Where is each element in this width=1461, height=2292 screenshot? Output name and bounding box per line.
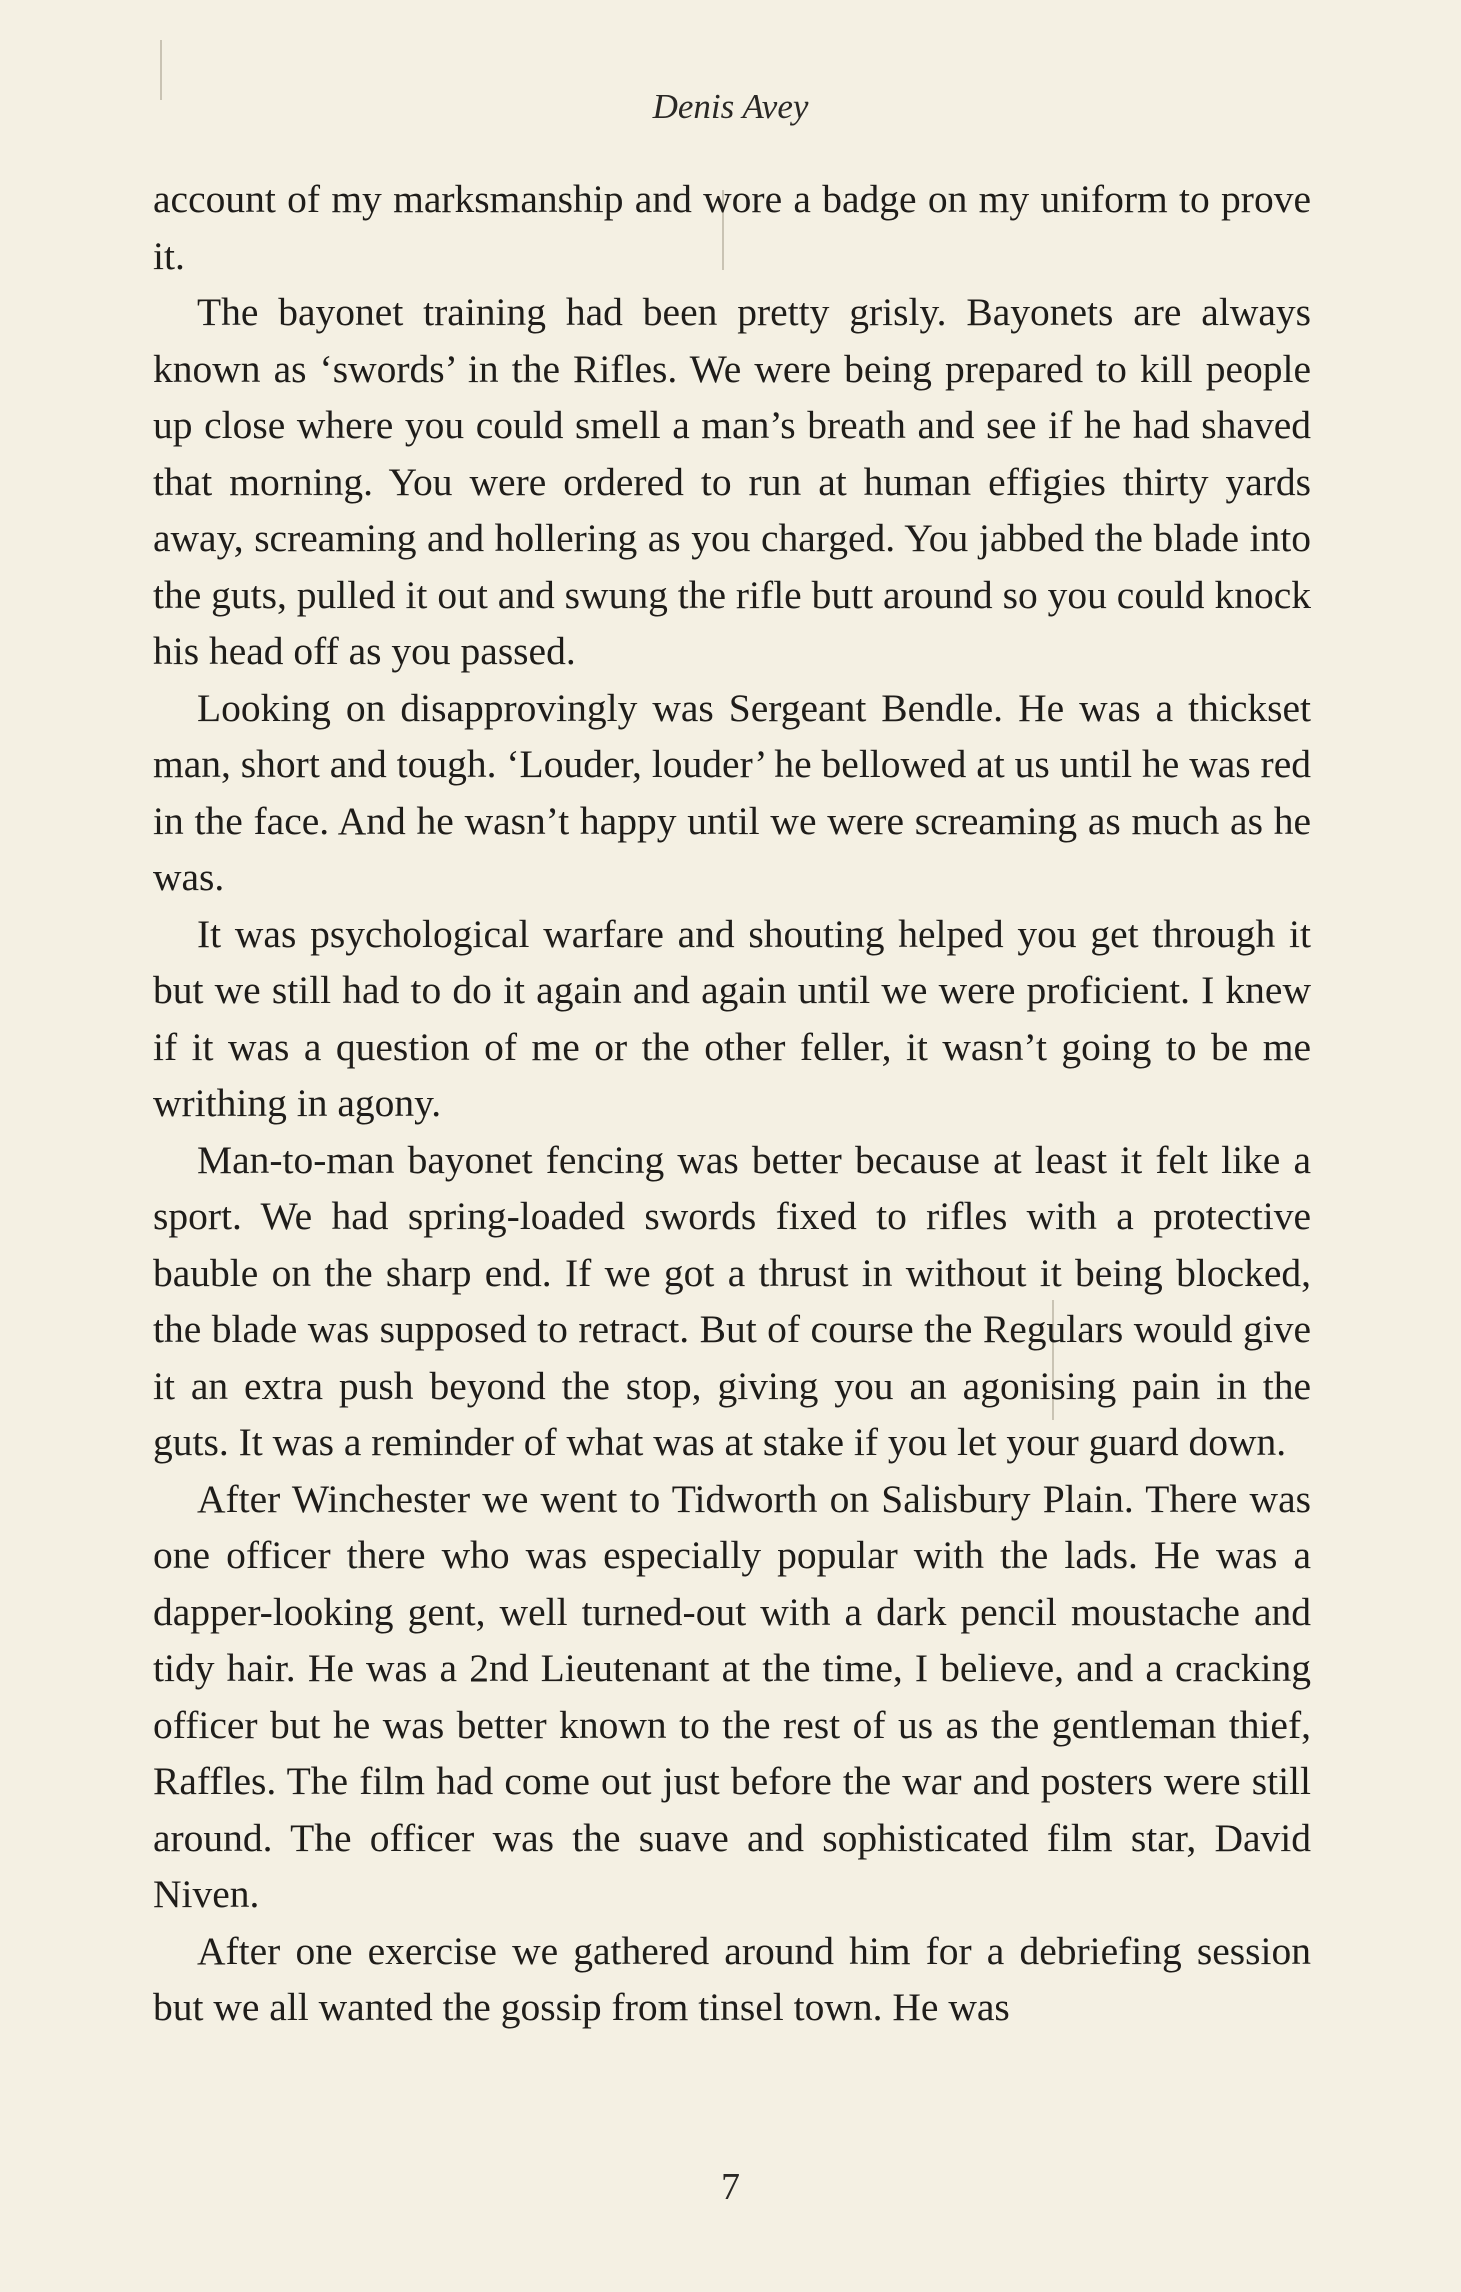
running-head: Denis Avey [652,87,809,126]
paragraph: account of my marksmanship and wore a badge on my uniform to prove it. [153,177,1311,278]
body-text [153,171,1311,2036]
page-number: 7 [721,2166,740,2208]
paragraph: After Winchester we went to Tidworth on Salisbury Plain. There was one officer there who was especially popular with the lads. He was a dapper-looking gent, well turned-out with a dark pencil moustache and tidy hair. He was a 2nd Lieutenant at the time, I believe, and a cracking officer but he was better known to the rest of us as the gentleman thief, Raffles. The film had come out just before the war and posters were still around. The officer was the suave and sophisticated film star, David Niven. [153,1476,1311,1916]
paragraph: It was psychological warfare and shouting helped you get through it but we still had to do it again and again until we were proficient. I knew if it was a question of me or the other feller, it wasn’t going to be me writhing in agony. [153,911,1311,1125]
paragraph: After one exercise we gathered around him for a debriefing session but we all wanted the gossip from tinsel town. He was [153,1928,1311,2029]
paragraph: Looking on disapprovingly was Sergeant Bendle. He was a thickset man, short and tough. ‘Louder, louder’ he bellowed at us until he was red in the face. And he wasn’t happy until we were screaming as much as he was. [153,685,1311,899]
paragraph: Man-to-man bayonet fencing was better because at least it felt like a sport. We had spring-loaded swords fixed to rifles with a protective bauble on the sharp end. If we got a thrust in without it being blocked, the blade was supposed to retract. But of course the Regulars would give it an extra push beyond the stop, giving you an agonising pain in the guts. It was a reminder of what was at stake if you let your guard down. [153,1137,1311,1464]
paragraph: The bayonet training had been pretty grisly. Bayonets are always known as ‘swords’ in the Rifles. We were being prepared to kill people up close where you could smell a man’s breath and see if he had shaved that morning. You were ordered to run at human effigies thirty yards away, screaming and hollering as you charged. You jabbed the blade into the guts, pulled it out and swung the rifle butt around so you could knock his head off as you passed. [153,290,1311,673]
